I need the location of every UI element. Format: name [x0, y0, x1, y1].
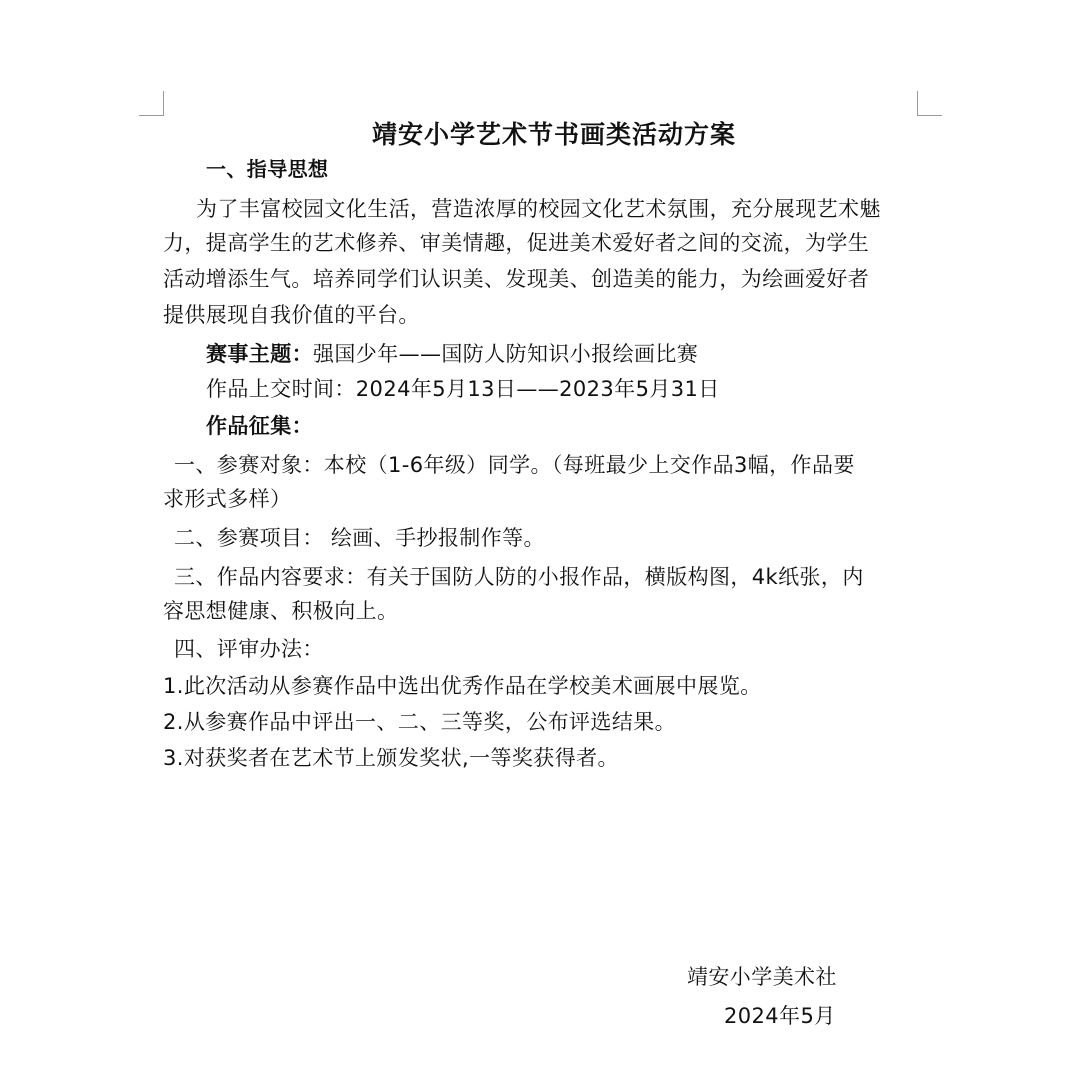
theme-label: 赛事主题：	[206, 342, 313, 366]
document-title: 靖安小学艺术节书画类活动方案	[372, 120, 737, 149]
margin-corner-top-right	[917, 91, 942, 116]
submit-time-line: 作品上交时间：2024年5月13日——2023年5月31日	[206, 377, 720, 401]
rule-1: 1.此次活动从参赛作品中选出优秀作品在学校美术画展中展览。	[163, 674, 762, 698]
signature-date: 2024年5月	[724, 1004, 836, 1028]
rule-2: 2.从参赛作品中评出一、二、三等奖，公布评选结果。	[163, 710, 677, 734]
theme-line	[206, 341, 698, 367]
item3-line-1: 三、作品内容要求：有关于国防人防的小报作品，横版构图，4k纸张，内	[174, 565, 864, 589]
item4-line: 四、评审办法：	[174, 637, 324, 661]
paragraph-line-4: 提供展现自我价值的平台。	[163, 303, 420, 327]
item1-line-2: 求形式多样）	[163, 487, 292, 511]
item2-line: 二、参赛项目： 绘画、手抄报制作等。	[174, 526, 545, 550]
paragraph-line-2: 力，提高学生的艺术修养、审美情趣，促进美术爱好者之间的交流，为学生	[163, 231, 870, 255]
item1-line-1: 一、参赛对象：本校（1-6年级）同学。（每班最少上交作品3幅，作品要	[174, 453, 855, 477]
section-heading-guiding-idea: 一、指导思想	[206, 157, 329, 181]
collection-heading: 作品征集：	[206, 414, 313, 438]
rule-3: 3.对获奖者在艺术节上颁发奖状,一等奖获得者。	[163, 746, 619, 770]
item3-line-2: 容思想健康、积极向上。	[163, 599, 399, 623]
paragraph-line-1: 为了丰富校园文化生活，营造浓厚的校园文化艺术氛围，充分展现艺术魅	[196, 197, 881, 221]
paragraph-line-3: 活动增添生气。培养同学们认识美、发现美、创造美的能力，为绘画爱好者	[163, 267, 870, 291]
margin-corner-top-left	[139, 91, 164, 116]
signature-organization: 靖安小学美术社	[687, 965, 837, 989]
theme-value: 强国少年——国防人防知识小报绘画比赛	[313, 342, 699, 366]
